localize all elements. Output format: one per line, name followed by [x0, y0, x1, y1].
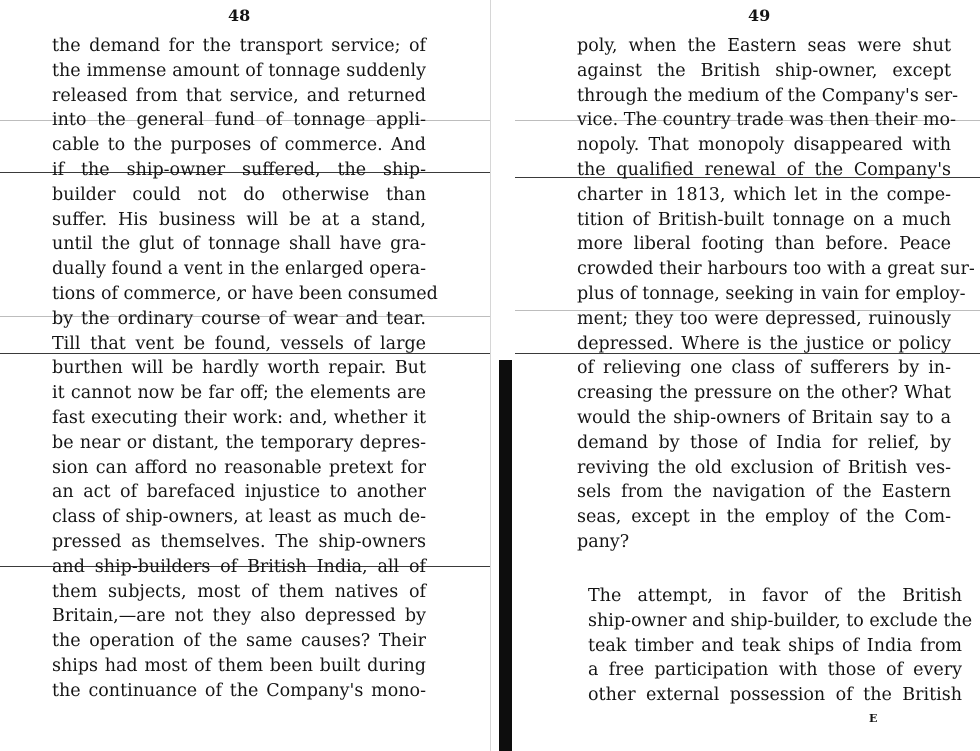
text-line: fast executing their work: and, whether it: [52, 407, 426, 428]
body-text: [52, 34, 438, 704]
text-line: ships had most of them been built during: [52, 655, 426, 676]
text-line: released from that service, and returned: [52, 85, 426, 106]
text-line: builder could not do otherwise than: [52, 184, 426, 205]
text-line: suffer. His business will be at a stand,: [52, 209, 426, 230]
text-line: reviving the old exclusion of British ves-: [577, 457, 951, 478]
text-line: other external possession of the British: [588, 685, 962, 706]
text-line: crowded their harbours too with a great sur-: [577, 259, 975, 280]
page-number: 49: [748, 6, 771, 25]
text-line: The attempt, in favor of the British: [588, 586, 962, 606]
text-line: a free participation with those of every: [588, 660, 962, 681]
text-line: vice. The country trade was then their mo-: [577, 110, 956, 131]
text-line: creasing the pressure on the other? What: [577, 383, 951, 404]
binding-shadow: [499, 360, 512, 751]
text-line: cable to the purposes of commerce. And: [52, 135, 426, 156]
text-line: dually found a vent in the enlarged opera-: [52, 259, 426, 280]
paragraph: [588, 584, 973, 708]
text-line: burthen will be hardly worth repair. But: [52, 358, 426, 379]
text-line: it cannot now be far off; the elements are: [52, 383, 426, 404]
text-line: depressed. Where is the justice or policy: [577, 333, 951, 354]
text-line: Till that vent be found, vessels of large: [52, 333, 426, 354]
text-line: tions of commerce, or have been consumed: [52, 283, 438, 304]
text-line: nopoly. That monopoly disappeared with: [577, 135, 951, 156]
text-line: tition of British-built tonnage on a much: [577, 209, 951, 230]
text-line: through the medium of the Company's ser-: [577, 85, 958, 106]
text-line: until the glut of tonnage shall have gra-: [52, 234, 426, 255]
page-gutter-edge: [490, 0, 491, 751]
text-line: sels from the navigation of the Eastern: [577, 482, 951, 503]
text-line: if the ship-owner suffered, the ship-: [52, 159, 426, 180]
text-line: pany?: [577, 531, 630, 552]
text-line: the continuance of the Company's mono-: [52, 680, 426, 701]
text-line: by the ordinary course of wear and tear.: [52, 308, 426, 329]
text-line: into the general fund of tonnage appli-: [52, 110, 426, 131]
text-line: against the British ship-owner, except: [577, 60, 951, 81]
text-line: class of ship-owners, at least as much de-: [52, 507, 426, 528]
text-line: seas, except in the employ of the Com-: [577, 507, 951, 528]
text-line: more liberal footing than before. Peace: [577, 234, 951, 255]
text-line: the operation of the same causes? Their: [52, 631, 426, 652]
text-line: of relieving one class of sufferers by in-: [577, 358, 951, 379]
text-line: ship-owner and ship-builder, to exclude the: [588, 610, 973, 631]
right-page: [515, 0, 980, 751]
body-text: [577, 34, 975, 555]
text-line: an act of barefaced injustice to another: [52, 482, 426, 503]
text-line: poly, when the Eastern seas were shut: [577, 36, 951, 56]
text-line: the demand for the transport service; of: [52, 36, 426, 56]
text-line: teak timber and teak ships of India from: [588, 635, 962, 656]
text-line: would the ship-owners of Britain say to a: [577, 407, 951, 428]
page-number: 48: [228, 6, 251, 25]
text-line: be near or distant, the temporary depres-: [52, 432, 426, 453]
text-line: ment; they too were depressed, ruinously: [577, 308, 951, 329]
text-line: sion can afford no reasonable pretext for: [52, 457, 426, 478]
text-line: the immense amount of tonnage suddenly: [52, 60, 426, 81]
text-line: demand by those of India for relief, by: [577, 432, 951, 453]
text-line: Britain,—are not they also depressed by: [52, 606, 426, 627]
text-line: charter in 1813, which let in the compe-: [577, 184, 951, 205]
text-line: and ship-builders of British India, all of: [52, 556, 426, 577]
signature-mark: E: [869, 712, 878, 725]
text-line: them subjects, most of them natives of: [52, 581, 426, 602]
text-line: the qualified renewal of the Company's: [577, 159, 951, 180]
text-line: plus of tonnage, seeking in vain for employ-: [577, 283, 966, 304]
text-line: pressed as themselves. The ship-owners: [52, 531, 426, 552]
